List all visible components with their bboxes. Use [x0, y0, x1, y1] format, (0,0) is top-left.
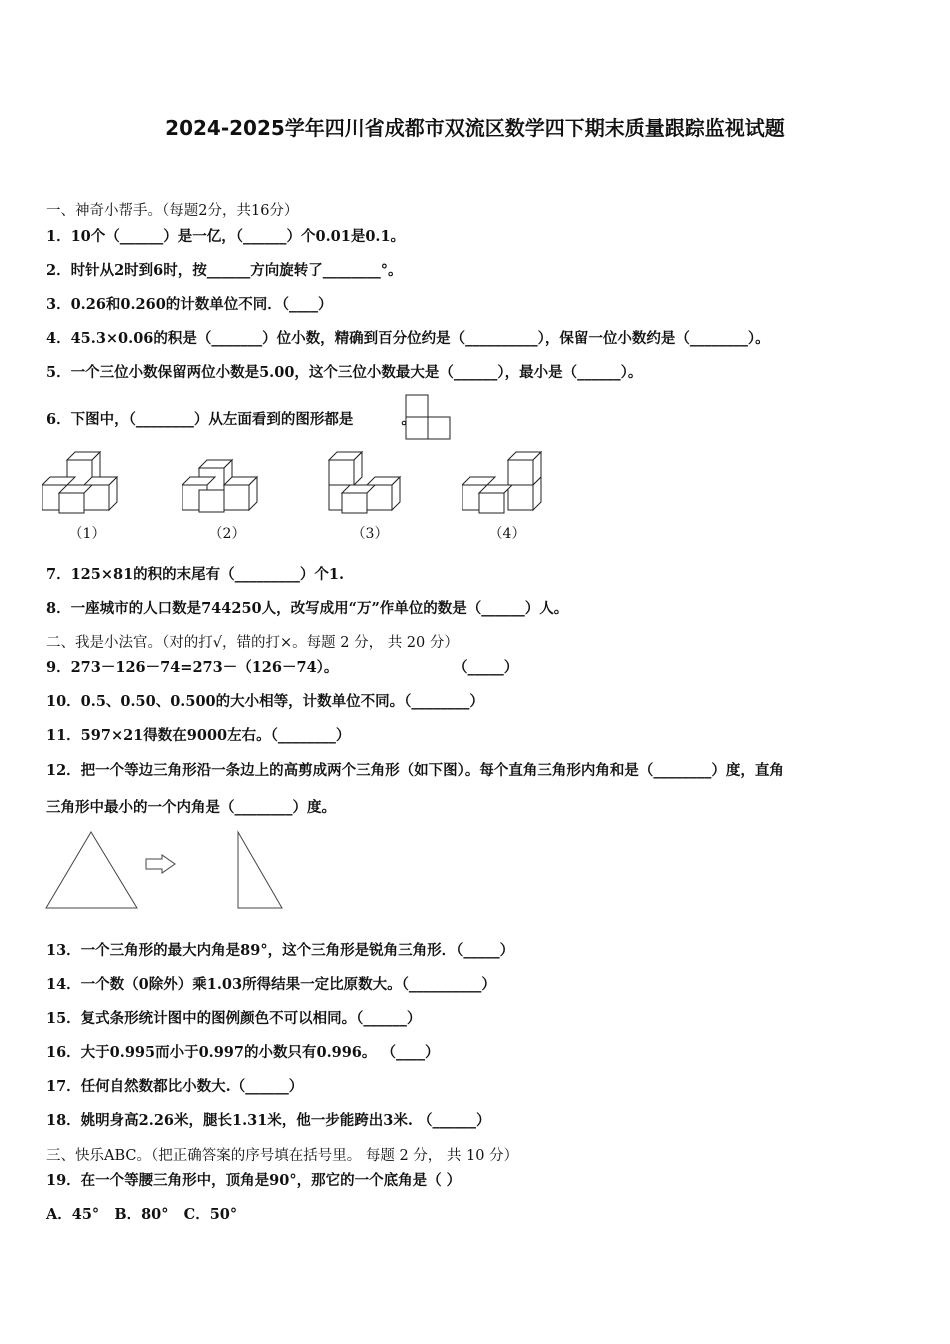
question-17: 17．任何自然数都比小数大.（______）: [46, 1078, 304, 1095]
question-13: 13．一个三角形的最大内角是89°，这个三角形是锐角三角形．（_____）: [46, 942, 515, 959]
question-9-blank: （_____）: [453, 659, 519, 676]
question-9: [46, 659, 338, 677]
cube-figure-2: [182, 448, 272, 548]
question-12-line-1: 12．把一个等边三角形沿一条边上的高剪成两个三角形（如下图）。每个直角三角形内角和是（________）度，直角: [46, 762, 784, 779]
section-3-heading: 三、快乐ABC。（把正确答案的序号填在括号里。 每题 2 分， 共 10 分）: [46, 1148, 519, 1164]
question-8: 8．一座城市的人口数是744250人，改写成用“万”作单位的数是（______）人。: [46, 600, 569, 617]
question-2: 2．时针从2时到6时，按______方向旋转了________°。: [46, 262, 403, 279]
question-18: 18．姚明身高2.26米，腿长1.31米，他一步能跨出3米. （______）: [46, 1112, 491, 1129]
figure-label-2: （2）: [208, 526, 246, 542]
question-11: 11．597×21得数在9000左右。（________）: [46, 727, 351, 744]
cube-figure-4: [462, 448, 552, 548]
question-19: 19．在一个等腰三角形中，顶角是90°，那它的一个底角是（ ）: [46, 1172, 462, 1189]
section-1-heading: 一、神奇小帮手。（每题2分，共16分）: [46, 203, 299, 219]
question-7: 7．125×81的积的末尾有（_________）个1.: [46, 566, 345, 583]
question-1: 1．10个（______）是一亿，（______）个0.01是0.1。: [46, 228, 406, 245]
left-view-figure: [405, 394, 453, 444]
figure-label-4: （4）: [488, 526, 526, 542]
question-14: 14．一个数（0除外）乘1.03所得结果一定比原数大。（__________）: [46, 976, 496, 993]
question-10: 10．0.5、0.50、0.500的大小相等，计数单位不同。（________）: [46, 693, 484, 710]
page-title: 2024-2025学年四川省成都市双流区数学四下期末质量跟踪监视试题: [165, 116, 785, 140]
cube-figure-1: [42, 448, 132, 548]
question-15: 15．复式条形统计图中的图例颜色不可以相同。（______）: [46, 1010, 422, 1027]
question-6: [46, 411, 416, 429]
figure-label-1: （1）: [68, 526, 106, 542]
question-4: 4．45.3×0.06的积是（_______）位小数，精确到百分位约是（__________），保留一位小数约是（________）。: [46, 330, 770, 347]
question-19-options: A．45° B．80° C．50°: [46, 1206, 238, 1223]
question-9-text: 9．273－126－74=273－（126－74）。: [46, 659, 339, 676]
question-12-line-2: 三角形中最小的一个内角是（________）度。: [46, 799, 336, 816]
triangle-cut-figure: [44, 828, 289, 916]
cube-figure-3: [325, 448, 415, 548]
figure-label-3: （3）: [351, 526, 389, 542]
question-6-text: 6．下图中，（________）从左面看到的图形都是: [46, 411, 354, 428]
question-3: 3．0.26和0.260的计数单位不同．（____）: [46, 296, 333, 313]
question-6-end: 。: [401, 411, 416, 428]
question-16: 16．大于0.995而小于0.997的小数只有0.996。 （____）: [46, 1044, 440, 1061]
question-5: 5．一个三位小数保留两位小数是5.00，这个三位小数最大是（______），最小是（______）。: [46, 364, 643, 381]
cube-figures: [42, 448, 562, 548]
section-2-heading: 二、我是小法官。（对的打√，错的打×。每题 2 分， 共 20 分）: [46, 635, 459, 651]
